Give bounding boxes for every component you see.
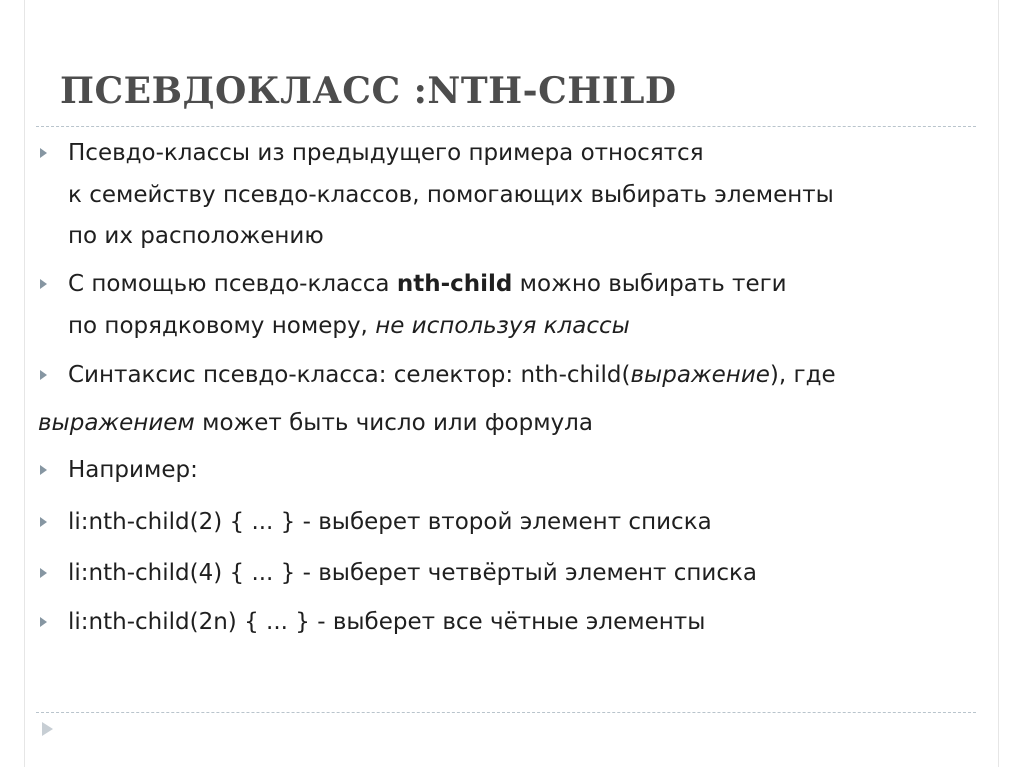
bullet-triangle-icon (40, 568, 47, 578)
bullet-2-line-1: С помощью псевдо-класса nth-child можно выбирать теги (68, 271, 787, 297)
bullet-7-line: li:nth-child(2n) { ... } - выберет все чётные элементы (68, 609, 706, 635)
bullet-triangle-icon (40, 279, 47, 289)
nth-child-keyword: nth-child (396, 271, 513, 297)
footer-divider (36, 712, 976, 713)
bullet-triangle-icon (40, 465, 47, 475)
corner-triangle-icon (42, 722, 53, 736)
emphasis-text: не используя классы (375, 313, 630, 339)
bullet-triangle-icon (40, 370, 47, 380)
bullet-5-line: li:nth-child(2) { ... } - выберет второй элемент списка (68, 509, 712, 535)
slide-title: ПСЕВДОКЛАСС :NTH-CHILD (60, 70, 677, 112)
right-border-line (998, 0, 999, 767)
expression-term: выражением (38, 410, 195, 436)
title-divider (36, 126, 976, 127)
bullet-1-line-3: по их расположению (68, 223, 324, 249)
bullet-1-line-1: Псевдо-классы из предыдущего примера относятся (68, 140, 704, 166)
expression-term: выражение (630, 362, 770, 388)
bullet-triangle-icon (40, 617, 47, 627)
bullet-triangle-icon (40, 517, 47, 527)
bullet-3-line-2: выражением может быть число или формула (38, 410, 593, 436)
bullet-1-line-2: к семейству псевдо-классов, помогающих выбирать элементы (68, 182, 834, 208)
bullet-4-line: Например: (68, 457, 198, 483)
bullet-2-line-2: по порядковому номеру, не используя классы (68, 313, 630, 339)
left-border-line (24, 0, 25, 767)
bullet-triangle-icon (40, 148, 47, 158)
bullet-3-line-1: Синтаксис псевдо-класса: селектор: nth-child(выражение), где (68, 362, 836, 388)
bullet-6-line: li:nth-child(4) { ... } - выберет четвёртый элемент списка (68, 560, 757, 586)
